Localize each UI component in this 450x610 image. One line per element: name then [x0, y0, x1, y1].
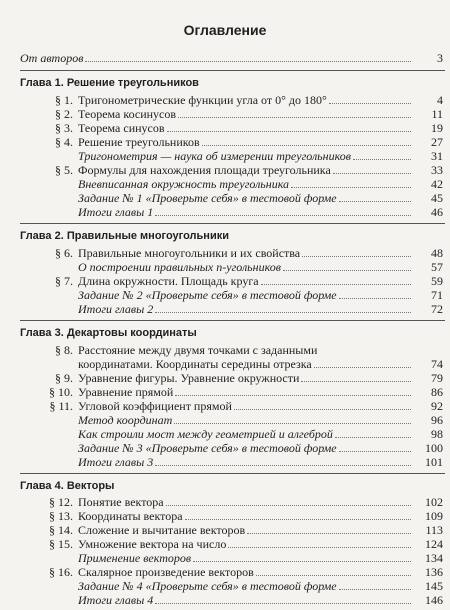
toc-entry-label: Задание № 3 «Проверьте себя» в тестовой форме	[78, 441, 337, 455]
section-number: § 12.	[49, 495, 73, 509]
toc-entry-page: 134	[425, 551, 443, 565]
toc-entry-page: 57	[431, 260, 443, 274]
toc-entry-label: Метод координат	[78, 413, 173, 427]
dot-leader	[85, 60, 411, 62]
toc-entry-page: 146	[425, 593, 443, 607]
toc-entry[interactable]	[0, 357, 450, 371]
toc-entry-page: 101	[425, 455, 443, 469]
toc-entry[interactable]	[0, 593, 450, 607]
dot-leader	[339, 450, 411, 452]
section-number: § 13.	[49, 509, 73, 523]
toc-entry-label: Скалярное произведение векторов	[78, 565, 254, 579]
section-number: § 10.	[49, 385, 73, 399]
section-number: § 5.	[55, 163, 73, 177]
dot-leader	[339, 200, 411, 202]
toc-entry[interactable]	[0, 509, 450, 523]
toc-entry-label: Вневписанная окружность треугольника	[78, 177, 290, 191]
toc-entry[interactable]	[0, 579, 450, 593]
dot-leader	[193, 560, 411, 562]
dot-leader	[228, 546, 411, 548]
toc-entry[interactable]	[0, 537, 450, 551]
toc-entry-label: Задание № 2 «Проверьте себя» в тестовой форме	[78, 288, 337, 302]
dot-leader	[335, 436, 411, 438]
toc-entry-label: Итоги главы 4	[78, 593, 154, 607]
toc-entry[interactable]	[0, 371, 450, 385]
toc-entry[interactable]	[0, 413, 450, 427]
toc-entry-label: Понятие вектора	[78, 495, 164, 509]
toc-entry[interactable]	[0, 427, 450, 441]
toc-entry-label: Итоги главы 3	[78, 455, 154, 469]
toc-entry-label: Задание № 1 «Проверьте себя» в тестовой форме	[78, 191, 337, 205]
toc-entry-page: 113	[425, 523, 443, 537]
toc-entry[interactable]	[0, 135, 450, 149]
toc-entry-label: Расстояние между двумя точками с заданными	[78, 343, 318, 357]
dot-leader	[291, 186, 411, 188]
toc-entry-label: Теорема косинусов	[78, 107, 177, 121]
toc-entry-label: Длина окружности. Площадь круга	[78, 274, 259, 288]
toc-entry-page: 4	[437, 93, 443, 107]
chapter-heading: Глава 2. Правильные многоугольники	[20, 230, 229, 242]
toc-entry[interactable]	[0, 455, 450, 469]
dot-leader	[155, 311, 411, 313]
chapter-divider	[20, 473, 445, 474]
toc-entry-label: Сложение и вычитание векторов	[78, 523, 246, 537]
section-number: § 16.	[49, 565, 73, 579]
chapter-heading: Глава 4. Векторы	[20, 480, 115, 492]
toc-entry-label: Координаты вектора	[78, 509, 183, 523]
dot-leader	[175, 394, 411, 396]
dot-leader	[302, 255, 411, 257]
toc-entry-page: 48	[431, 246, 443, 260]
toc-entry-page: 3	[437, 51, 443, 65]
toc-entry-label: Тригонометрия — наука об измерении треугольников	[78, 149, 351, 163]
toc-entry[interactable]	[0, 551, 450, 565]
toc-entry-page: 74	[431, 357, 443, 371]
section-number: § 8.	[55, 343, 73, 357]
dot-leader	[167, 130, 411, 132]
toc-entry-page: 96	[431, 413, 443, 427]
toc-entry-label: О построении правильных n-угольников	[78, 260, 281, 274]
toc-entry-page: 145	[425, 579, 443, 593]
toc-entry[interactable]	[0, 149, 450, 163]
toc-entry-label: Решение треугольников	[78, 135, 200, 149]
toc-entry-page: 33	[431, 163, 443, 177]
toc-entry[interactable]	[0, 441, 450, 455]
toc-entry[interactable]	[0, 399, 450, 413]
toc-entry-label: Итоги главы 2	[78, 302, 154, 316]
dot-leader	[339, 588, 411, 590]
toc-entry-label: Умножение вектора на число	[78, 537, 227, 551]
dot-leader	[283, 269, 411, 271]
dot-leader	[353, 158, 411, 160]
section-number: § 4.	[55, 135, 73, 149]
dot-leader	[234, 408, 411, 410]
toc-entry[interactable]	[0, 246, 450, 260]
toc-entry[interactable]	[0, 565, 450, 579]
toc-entry[interactable]	[0, 385, 450, 399]
dot-leader	[155, 214, 411, 216]
toc-entry-page: 92	[431, 399, 443, 413]
toc-entry-page: 71	[431, 288, 443, 302]
toc-entry-page: 45	[431, 191, 443, 205]
dot-leader	[339, 297, 411, 299]
dot-leader	[261, 283, 411, 285]
toc-entry-label: Как строили мост между геометрией и алгеброй	[78, 427, 333, 441]
section-number: § 2.	[55, 107, 73, 121]
section-number: § 11.	[49, 399, 73, 413]
toc-entry-page: 72	[431, 302, 443, 316]
toc-entry[interactable]	[0, 163, 450, 177]
toc-entry[interactable]	[0, 93, 450, 107]
toc-entry-label: Задание № 4 «Проверьте себя» в тестовой форме	[78, 579, 337, 593]
toc-entry[interactable]	[0, 288, 450, 302]
section-number: § 9.	[55, 371, 73, 385]
dot-leader	[166, 504, 411, 506]
section-number: § 15.	[49, 537, 73, 551]
chapter-divider	[20, 223, 445, 224]
chapter-divider	[20, 320, 445, 321]
dot-leader	[202, 144, 411, 146]
chapter-heading: Глава 1. Решение треугольников	[20, 77, 199, 89]
toc-entry-page: 124	[425, 537, 443, 551]
toc-entry-label: Формулы для нахождения площади треугольника	[78, 163, 331, 177]
toc-entry-label: Уравнение прямой	[78, 385, 174, 399]
toc-entry-page: 86	[431, 385, 443, 399]
toc-entry-page: 31	[431, 149, 443, 163]
toc-entry[interactable]	[0, 205, 450, 219]
dot-leader	[301, 380, 411, 382]
chapter-divider	[20, 70, 445, 71]
toc-entry-page: 79	[431, 371, 443, 385]
section-number: § 3.	[55, 121, 73, 135]
section-number: § 14.	[49, 523, 73, 537]
toc-entry-page: 109	[425, 509, 443, 523]
toc-entry-page: 102	[425, 495, 443, 509]
dot-leader	[333, 172, 411, 174]
toc-entry-label: Тригонометрические функции угла от 0° до 180°	[78, 93, 327, 107]
toc-entry-label: Теорема синусов	[78, 121, 165, 135]
toc-entry-label: координатами. Координаты середины отрезка	[78, 357, 312, 371]
toc-entry-label: Правильные многоугольники и их свойства	[78, 246, 301, 260]
chapter-heading: Глава 3. Декартовы координаты	[20, 327, 197, 339]
toc-entry-label: Уравнение фигуры. Уравнение окружности	[78, 371, 300, 385]
toc-entry[interactable]	[0, 274, 450, 288]
toc-entry-page: 27	[431, 135, 443, 149]
dot-leader	[174, 422, 411, 424]
dot-leader	[178, 116, 411, 118]
toc-entry-label: От авторов	[20, 51, 84, 65]
toc-entry-page: 19	[431, 121, 443, 135]
toc-entry[interactable]	[0, 495, 450, 509]
dot-leader	[155, 464, 411, 466]
toc-entry-page: 59	[431, 274, 443, 288]
toc-entry-label: Угловой коэффициент прямой	[78, 399, 232, 413]
dot-leader	[256, 574, 411, 576]
toc-entry-page: 46	[431, 205, 443, 219]
toc-entry[interactable]	[0, 177, 450, 191]
section-number: § 1.	[55, 93, 73, 107]
section-number: § 7.	[55, 274, 73, 288]
dot-leader	[155, 602, 411, 604]
toc-entry[interactable]	[0, 523, 450, 537]
toc-entry-page: 11	[431, 107, 443, 121]
toc-entry-page: 136	[425, 565, 443, 579]
toc-entry[interactable]	[0, 260, 450, 274]
toc-entry-label: Применение векторов	[78, 551, 192, 565]
toc-entry[interactable]	[0, 107, 450, 121]
toc-entry-page: 100	[425, 441, 443, 455]
page-title: Оглавление	[183, 22, 267, 38]
toc-entry[interactable]	[0, 343, 450, 357]
toc-entry[interactable]	[0, 191, 450, 205]
toc-entry[interactable]	[0, 121, 450, 135]
dot-leader	[185, 518, 411, 520]
dot-leader	[314, 366, 411, 368]
toc-entry-label: Итоги главы 1	[78, 205, 154, 219]
toc-entry-page: 98	[431, 427, 443, 441]
toc-entry[interactable]	[0, 302, 450, 316]
section-number: § 6.	[55, 246, 73, 260]
dot-leader	[329, 102, 411, 104]
toc-entry-page: 42	[431, 177, 443, 191]
toc-entry-intro[interactable]	[0, 51, 450, 65]
dot-leader	[247, 532, 411, 534]
